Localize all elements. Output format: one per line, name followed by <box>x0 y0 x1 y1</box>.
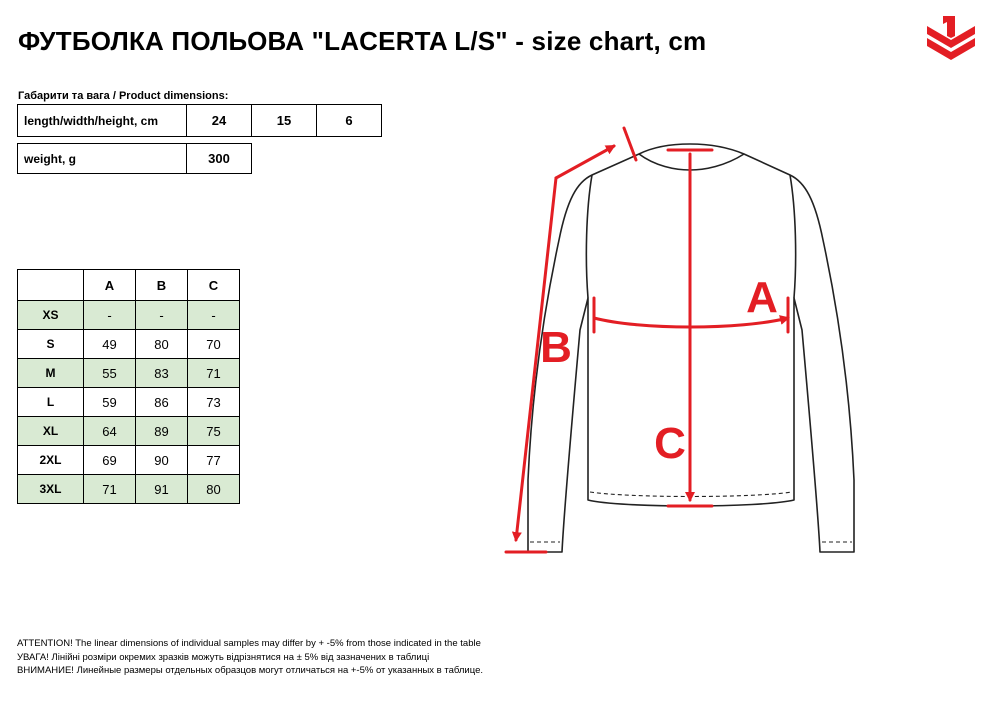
value-a-cell: 64 <box>84 417 136 446</box>
table-row <box>18 330 240 359</box>
length-value: 24 <box>187 105 252 137</box>
size-cell: 2XL <box>18 446 84 475</box>
note-english: ATTENTION! The linear dimensions of individual samples may differ by + -5% from those indicated in the table <box>17 638 481 649</box>
table-row <box>18 417 240 446</box>
table-row <box>18 446 240 475</box>
value-a-cell: 59 <box>84 388 136 417</box>
value-c-cell: 71 <box>188 359 240 388</box>
size-cell: M <box>18 359 84 388</box>
size-chart-corner <box>18 270 84 301</box>
measure-line-b-shoulder <box>556 146 614 178</box>
value-b-cell: 90 <box>136 446 188 475</box>
measure-tick-b-top <box>624 128 636 160</box>
value-c-cell: - <box>188 301 240 330</box>
shirt-measurement-diagram <box>490 120 890 570</box>
diagram-label-b: B <box>540 323 572 372</box>
height-value: 6 <box>317 105 382 137</box>
value-a-cell: 55 <box>84 359 136 388</box>
table-row <box>18 475 240 504</box>
value-b-cell: 83 <box>136 359 188 388</box>
product-dimensions-label: Габарити та вага / Product dimensions: <box>18 90 229 102</box>
product-dimensions-table <box>17 104 382 137</box>
value-c-cell: 75 <box>188 417 240 446</box>
value-a-cell: 49 <box>84 330 136 359</box>
column-header-c: C <box>188 270 240 301</box>
note-russian: ВНИМАНИЕ! Линейные размеры отдельных образцов могут отличаться на +-5% от указанных в таблице. <box>17 665 483 676</box>
diagram-label-c: C <box>654 419 686 468</box>
size-cell: XL <box>18 417 84 446</box>
note-ukrainian: УВАГА! Лінійні розміри окремих зразків можуть відрізнятися на ± 5% від зазначених в таблиці <box>17 651 430 663</box>
size-label: length/width/height, cm <box>18 105 187 137</box>
weight-label: weight, g <box>18 144 187 174</box>
disclaimer-notes <box>17 637 483 678</box>
value-b-cell: 91 <box>136 475 188 504</box>
weight-value: 300 <box>187 144 252 174</box>
value-b-cell: 89 <box>136 417 188 446</box>
weight-table <box>17 143 252 174</box>
column-header-b: B <box>136 270 188 301</box>
value-a-cell: 71 <box>84 475 136 504</box>
value-a-cell: 69 <box>84 446 136 475</box>
diagram-label-a: A <box>746 273 778 322</box>
size-cell: XS <box>18 301 84 330</box>
table-row <box>18 359 240 388</box>
size-cell: L <box>18 388 84 417</box>
value-b-cell: 86 <box>136 388 188 417</box>
size-cell: S <box>18 330 84 359</box>
page-title: ФУТБОЛКА ПОЛЬОВА "LACERTA L/S" - size chart, cm <box>18 26 707 56</box>
value-c-cell: 80 <box>188 475 240 504</box>
width-value: 15 <box>252 105 317 137</box>
size-cell: 3XL <box>18 475 84 504</box>
armhole-left <box>586 175 592 298</box>
value-c-cell: 73 <box>188 388 240 417</box>
value-a-cell: - <box>84 301 136 330</box>
column-header-a: A <box>84 270 136 301</box>
value-b-cell: 80 <box>136 330 188 359</box>
size-chart-table <box>17 269 240 504</box>
armhole-right <box>790 175 796 298</box>
value-c-cell: 77 <box>188 446 240 475</box>
value-c-cell: 70 <box>188 330 240 359</box>
value-b-cell: - <box>136 301 188 330</box>
brand-logo-icon <box>925 12 977 64</box>
table-row <box>18 301 240 330</box>
table-row <box>18 388 240 417</box>
